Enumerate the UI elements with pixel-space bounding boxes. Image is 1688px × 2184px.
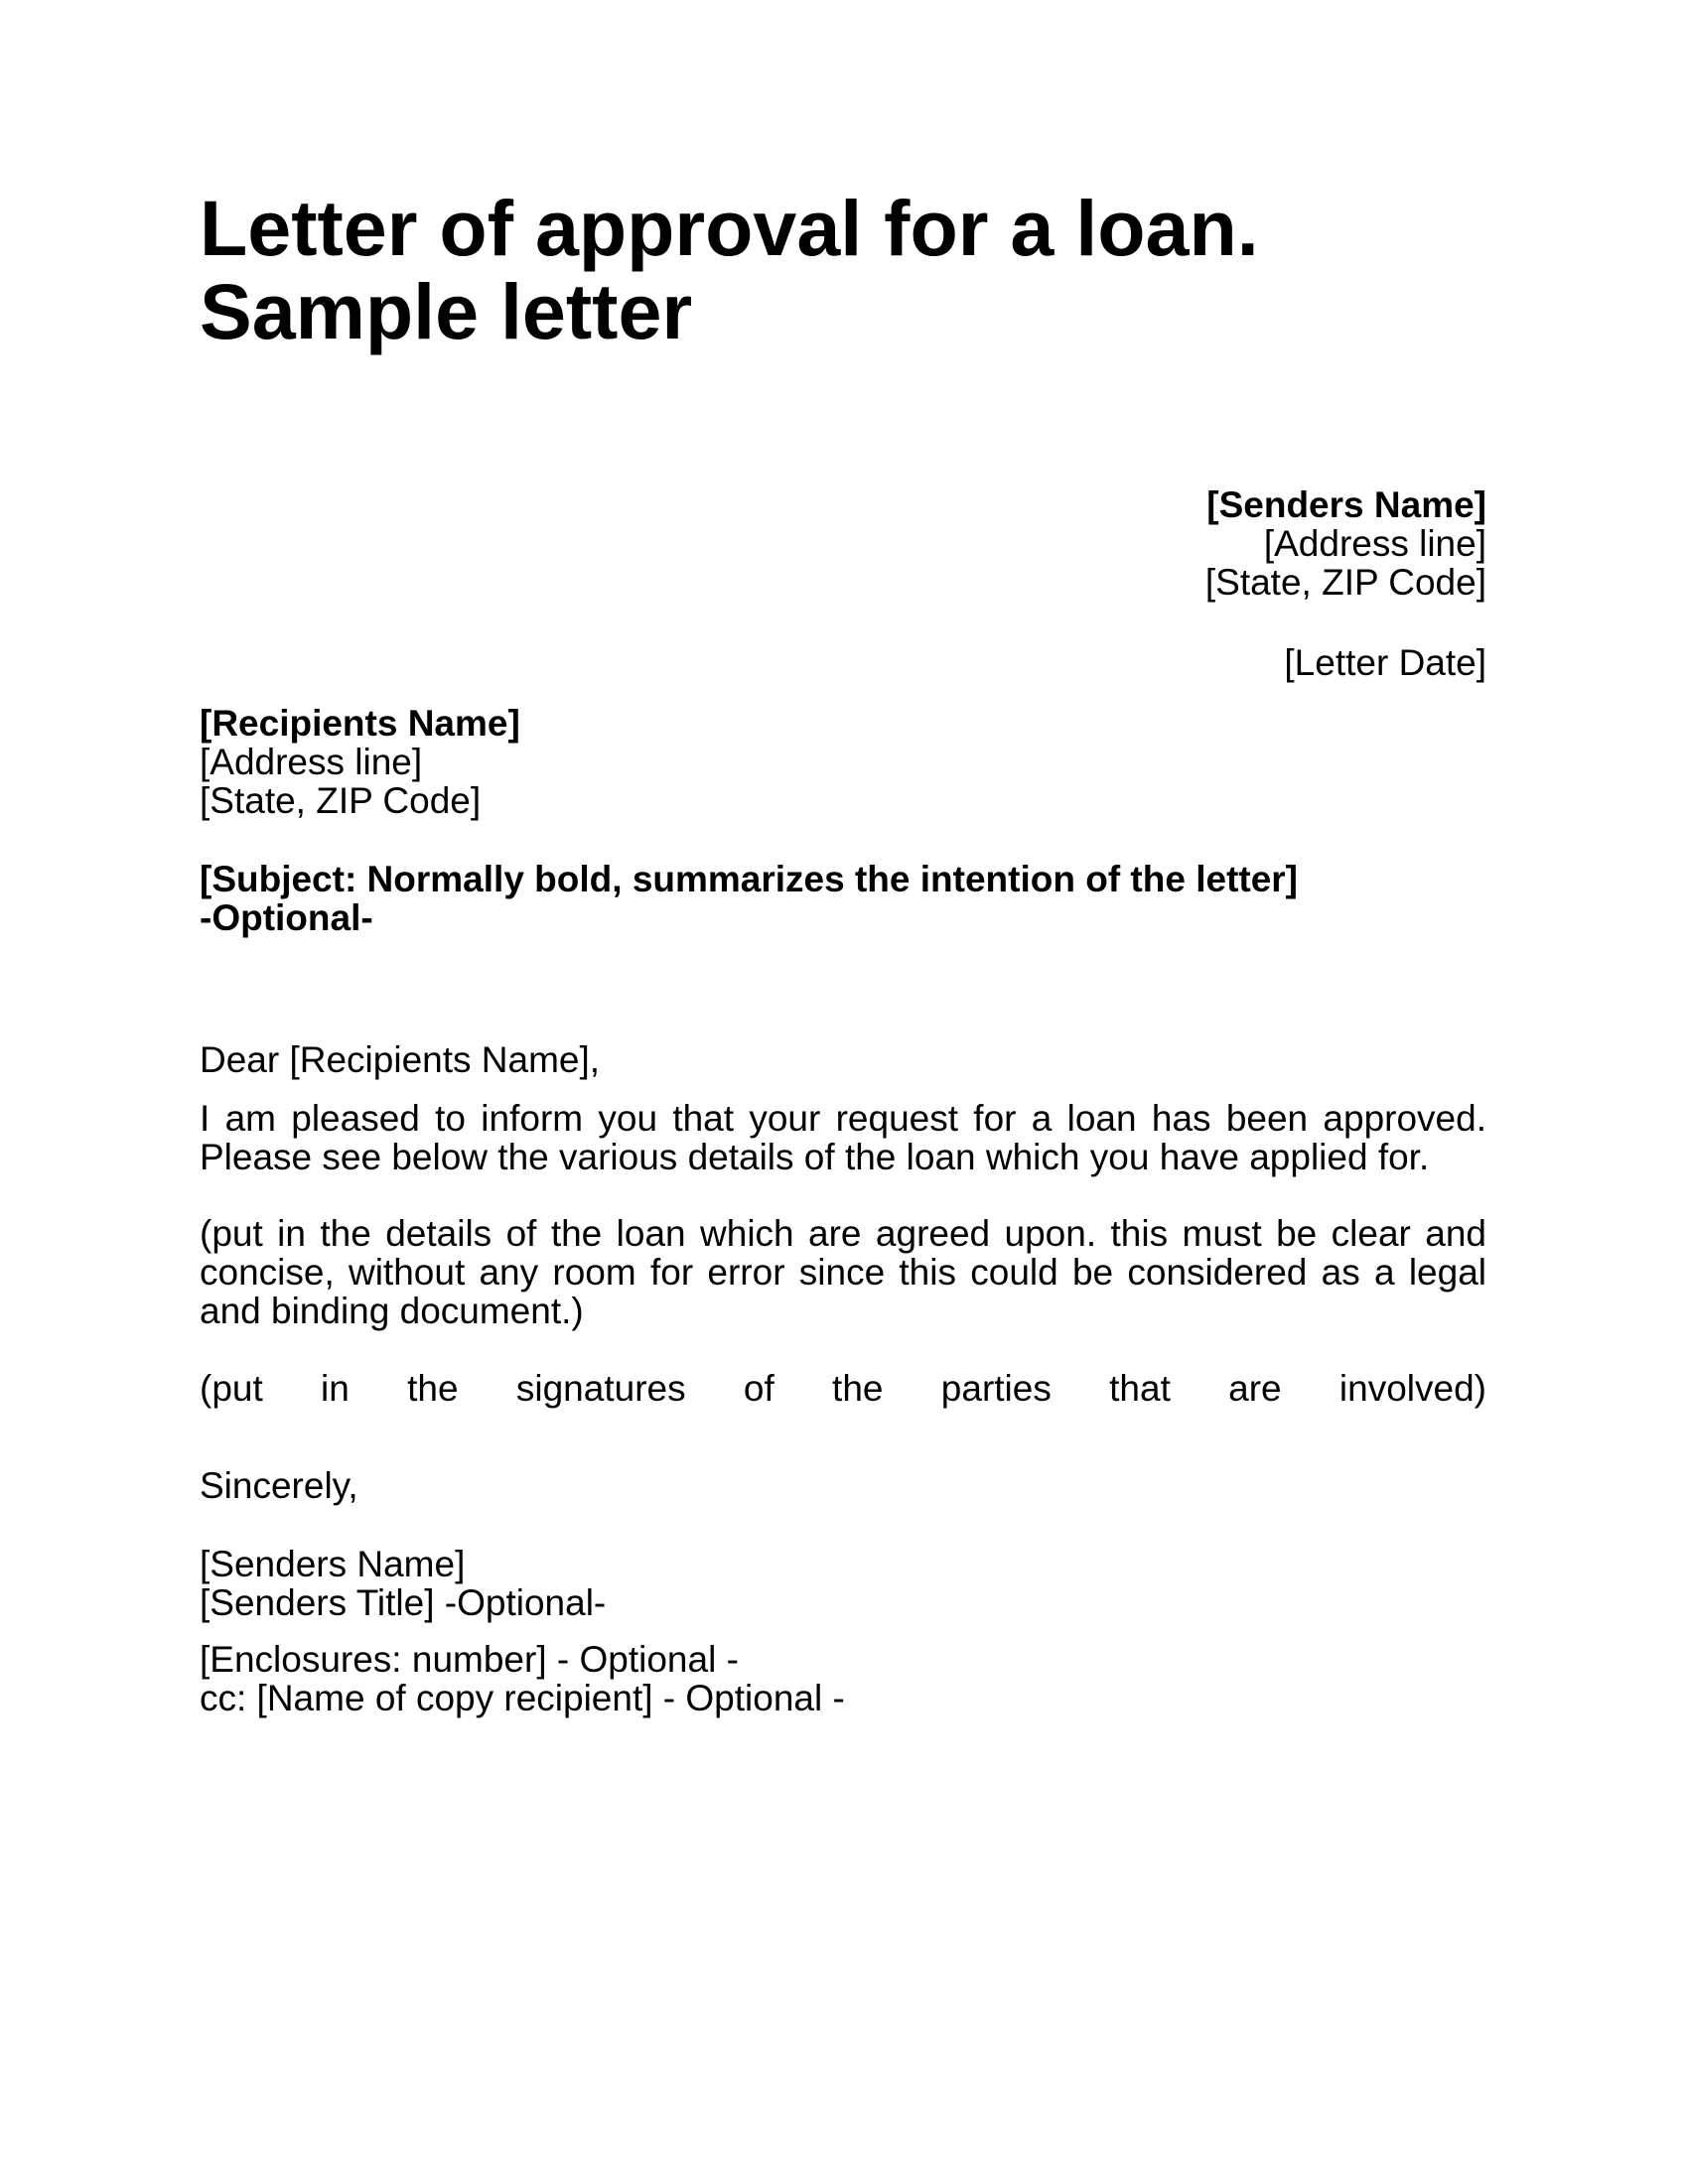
sender-name: [Senders Name]: [1206, 484, 1486, 525]
subject-text: [Subject: Normally bold, summarizes the intention of the letter]: [200, 859, 1299, 899]
letter-date: [200, 643, 1486, 682]
page-title: [200, 184, 1486, 355]
signature-name: [Senders Name]: [200, 1544, 466, 1584]
closing: [200, 1466, 1486, 1505]
letter-footer: [200, 1640, 1486, 1717]
salutation-text: Dear [Recipients Name],: [200, 1039, 601, 1080]
recipient-name: [Recipients Name]: [200, 703, 520, 744]
signature-block: [200, 1545, 1486, 1622]
closing-text: Sincerely,: [200, 1465, 358, 1506]
subject-line: [200, 860, 1486, 937]
body-paragraph-1: I am pleased to inform you that your request for a loan has been approved. Please see below the various details of the loan which you have applied for.: [200, 1098, 1486, 1177]
sender-address-line: [Address line]: [1263, 523, 1486, 564]
cc-line: cc: [Name of copy recipient] - Optional -: [200, 1678, 845, 1718]
title-line-1: Letter of approval for a loan.: [200, 184, 1259, 272]
sender-state-zip: [State, ZIP Code]: [1204, 562, 1486, 603]
signature-title: [Senders Title] -Optional-: [200, 1582, 607, 1623]
letter-date-text: [Letter Date]: [1284, 642, 1486, 683]
recipient-address-line: [Address line]: [200, 742, 423, 782]
sender-address-block: [200, 485, 1486, 602]
body-paragraph-2: (put in the details of the loan which are agreed upon. this must be clear and concise, without any room for error since this could be considered as a legal and binding document.): [200, 1213, 1486, 1331]
recipient-state-zip: [State, ZIP Code]: [200, 780, 482, 821]
recipient-address-block: [200, 704, 1486, 820]
subject-optional: -Optional-: [200, 897, 373, 938]
enclosures-line: [Enclosures: number] - Optional -: [200, 1639, 739, 1680]
title-line-2: Sample letter: [200, 267, 693, 355]
body-paragraph-3: (put in the signatures of the parties that are involved): [200, 1368, 1486, 1409]
salutation: [200, 1040, 1486, 1079]
